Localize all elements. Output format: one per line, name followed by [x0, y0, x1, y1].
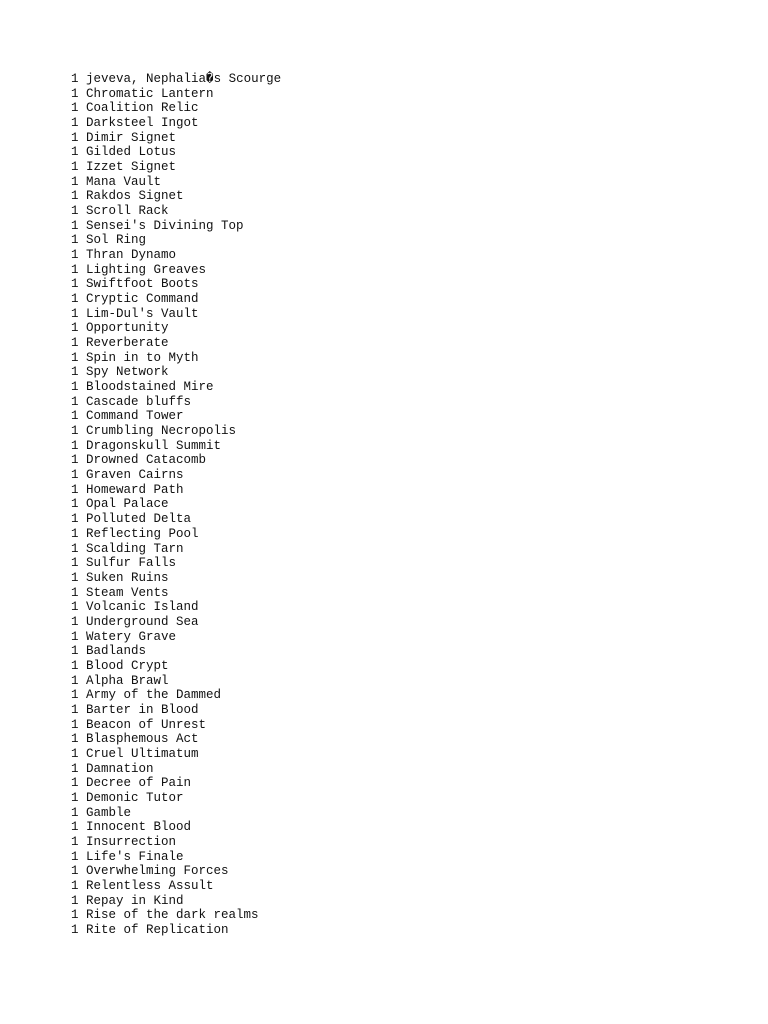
card-quantity: 1: [71, 732, 79, 747]
card-name: Scroll Rack: [86, 204, 169, 219]
list-item: [71, 424, 281, 439]
separator-space: [79, 395, 87, 409]
card-quantity: 1: [71, 321, 79, 336]
separator-space: [79, 233, 87, 247]
separator-space: [79, 380, 87, 394]
card-name: Coalition Relic: [86, 101, 199, 116]
card-name: Polluted Delta: [86, 512, 192, 527]
card-quantity: 1: [71, 688, 79, 703]
separator-space: [79, 277, 87, 291]
separator-space: [79, 923, 87, 937]
card-name: Swiftfoot Boots: [86, 277, 199, 292]
separator-space: [79, 263, 87, 277]
list-item: [71, 336, 281, 351]
list-item: [71, 439, 281, 454]
separator-space: [79, 776, 87, 790]
card-quantity: 1: [71, 438, 79, 453]
card-name: Repay in Kind: [86, 893, 184, 908]
card-name: Damnation: [86, 761, 154, 776]
list-item: [71, 791, 281, 806]
separator-space: [79, 527, 87, 541]
card-name: jeveva, Nephalia�s Scourge: [86, 72, 282, 86]
list-item: [71, 835, 281, 850]
list-item: [71, 72, 281, 87]
list-item: [71, 674, 281, 689]
list-item: [71, 586, 281, 601]
list-item: [71, 101, 281, 116]
card-quantity: 1: [71, 409, 79, 424]
list-item: [71, 497, 281, 512]
card-quantity: 1: [71, 878, 79, 893]
card-name: Blood Crypt: [86, 658, 169, 673]
card-quantity: 1: [71, 453, 79, 468]
separator-space: [79, 175, 87, 189]
card-quantity: 1: [71, 482, 79, 497]
card-quantity: 1: [71, 658, 79, 673]
separator-space: [79, 791, 87, 805]
card-name: Cryptic Command: [86, 292, 199, 307]
separator-space: [79, 409, 87, 423]
separator-space: [79, 351, 87, 365]
card-name: Izzet Signet: [86, 160, 177, 175]
card-quantity: 1: [71, 922, 79, 937]
list-item: [71, 776, 281, 791]
card-name: Opal Palace: [86, 497, 169, 512]
card-quantity: 1: [71, 629, 79, 644]
list-item: [71, 864, 281, 879]
card-quantity: 1: [71, 820, 79, 835]
card-name: Life's Finale: [86, 849, 184, 864]
card-name: Chromatic Lantern: [86, 86, 214, 101]
card-quantity: 1: [71, 717, 79, 732]
card-name: Cruel Ultimatum: [86, 746, 199, 761]
separator-space: [79, 806, 87, 820]
card-name: Lighting Greaves: [86, 262, 207, 277]
card-name: Watery Grave: [86, 629, 177, 644]
separator-space: [79, 600, 87, 614]
list-item: [71, 703, 281, 718]
card-quantity: 1: [71, 497, 79, 512]
card-name: Rise of the dark realms: [86, 908, 259, 923]
card-name: Steam Vents: [86, 585, 169, 600]
card-name: Sol Ring: [86, 233, 147, 248]
card-quantity: 1: [71, 130, 79, 145]
separator-space: [79, 365, 87, 379]
card-quantity: 1: [71, 277, 79, 292]
card-quantity: 1: [71, 849, 79, 864]
list-item: [71, 351, 281, 366]
card-name: Reflecting Pool: [86, 526, 199, 541]
list-item: [71, 189, 281, 204]
list-item: [71, 527, 281, 542]
card-quantity: 1: [71, 204, 79, 219]
separator-space: [79, 439, 87, 453]
separator-space: [79, 571, 87, 585]
list-item: [71, 277, 281, 292]
card-name: Underground Sea: [86, 614, 199, 629]
card-name: Lim-Dul's Vault: [86, 306, 199, 321]
list-item: [71, 292, 281, 307]
list-item: [71, 923, 281, 938]
list-item: [71, 820, 281, 835]
separator-space: [79, 762, 87, 776]
separator-space: [79, 820, 87, 834]
card-name: Dimir Signet: [86, 130, 177, 145]
card-quantity: 1: [71, 512, 79, 527]
separator-space: [79, 131, 87, 145]
separator-space: [79, 87, 87, 101]
card-quantity: 1: [71, 585, 79, 600]
list-item: [71, 644, 281, 659]
card-name: Bloodstained Mire: [86, 380, 214, 395]
card-name: Army of the Dammed: [86, 688, 222, 703]
list-item: [71, 850, 281, 865]
card-quantity: 1: [71, 292, 79, 307]
separator-space: [79, 688, 87, 702]
card-quantity: 1: [71, 600, 79, 615]
list-item: [71, 409, 281, 424]
list-item: [71, 556, 281, 571]
card-quantity: 1: [71, 614, 79, 629]
separator-space: [79, 556, 87, 570]
list-item: [71, 468, 281, 483]
card-quantity: 1: [71, 834, 79, 849]
list-item: [71, 87, 281, 102]
card-name: Drowned Catacomb: [86, 453, 207, 468]
deck-list: [71, 72, 281, 938]
card-quantity: 1: [71, 893, 79, 908]
list-item: [71, 380, 281, 395]
card-name: Spin in to Myth: [86, 350, 199, 365]
separator-space: [79, 189, 87, 203]
card-name: Decree of Pain: [86, 776, 192, 791]
card-quantity: 1: [71, 218, 79, 233]
list-item: [71, 219, 281, 234]
separator-space: [79, 453, 87, 467]
list-item: [71, 806, 281, 821]
separator-space: [79, 674, 87, 688]
card-name: Dragonskull Summit: [86, 438, 222, 453]
separator-space: [79, 879, 87, 893]
card-quantity: 1: [71, 145, 79, 160]
list-item: [71, 116, 281, 131]
separator-space: [79, 160, 87, 174]
separator-space: [79, 586, 87, 600]
card-name: Thran Dynamo: [86, 248, 177, 263]
card-quantity: 1: [71, 380, 79, 395]
list-item: [71, 571, 281, 586]
list-item: [71, 131, 281, 146]
list-item: [71, 263, 281, 278]
card-quantity: 1: [71, 233, 79, 248]
separator-space: [79, 864, 87, 878]
card-quantity: 1: [71, 306, 79, 321]
list-item: [71, 145, 281, 160]
card-name: Blasphemous Act: [86, 732, 199, 747]
list-item: [71, 615, 281, 630]
card-quantity: 1: [71, 424, 79, 439]
card-quantity: 1: [71, 541, 79, 556]
card-name: Rakdos Signet: [86, 189, 184, 204]
list-item: [71, 688, 281, 703]
list-item: [71, 453, 281, 468]
card-name: Beacon of Unrest: [86, 717, 207, 732]
card-quantity: 1: [71, 556, 79, 571]
list-item: [71, 248, 281, 263]
card-quantity: 1: [71, 86, 79, 101]
card-quantity: 1: [71, 526, 79, 541]
list-item: [71, 175, 281, 190]
card-quantity: 1: [71, 746, 79, 761]
card-name: Spy Network: [86, 365, 169, 380]
list-item: [71, 747, 281, 762]
list-item: [71, 542, 281, 557]
card-quantity: 1: [71, 702, 79, 717]
card-name: Suken Ruins: [86, 570, 169, 585]
separator-space: [79, 468, 87, 482]
list-item: [71, 321, 281, 336]
list-item: [71, 365, 281, 380]
list-item: [71, 762, 281, 777]
card-quantity: 1: [71, 864, 79, 879]
separator-space: [79, 497, 87, 511]
list-item: [71, 307, 281, 322]
separator-space: [79, 219, 87, 233]
card-quantity: 1: [71, 790, 79, 805]
card-name: Alpha Brawl: [86, 673, 169, 688]
card-quantity: 1: [71, 468, 79, 483]
card-quantity: 1: [71, 101, 79, 116]
card-quantity: 1: [71, 262, 79, 277]
card-name: Gamble: [86, 805, 132, 820]
card-name: Reverberate: [86, 336, 169, 351]
card-quantity: 1: [71, 248, 79, 263]
separator-space: [79, 908, 87, 922]
separator-space: [79, 718, 87, 732]
list-item: [71, 879, 281, 894]
list-item: [71, 160, 281, 175]
card-quantity: 1: [71, 805, 79, 820]
card-quantity: 1: [71, 570, 79, 585]
card-name: Barter in Blood: [86, 702, 199, 717]
list-item: [71, 233, 281, 248]
list-item: [71, 483, 281, 498]
list-item: [71, 894, 281, 909]
list-item: [71, 204, 281, 219]
card-name: Gilded Lotus: [86, 145, 177, 160]
card-name: Relentless Assult: [86, 878, 214, 893]
card-quantity: 1: [71, 72, 79, 86]
separator-space: [79, 204, 87, 218]
list-item: [71, 395, 281, 410]
card-quantity: 1: [71, 116, 79, 131]
card-quantity: 1: [71, 776, 79, 791]
separator-space: [79, 72, 87, 86]
separator-space: [79, 116, 87, 130]
card-quantity: 1: [71, 761, 79, 776]
separator-space: [79, 307, 87, 321]
separator-space: [79, 835, 87, 849]
card-name: Graven Cairns: [86, 468, 184, 483]
separator-space: [79, 542, 87, 556]
separator-space: [79, 615, 87, 629]
card-name: Mana Vault: [86, 174, 162, 189]
list-item: [71, 908, 281, 923]
list-item: [71, 630, 281, 645]
card-name: Insurrection: [86, 834, 177, 849]
separator-space: [79, 145, 87, 159]
card-quantity: 1: [71, 160, 79, 175]
card-name: Sulfur Falls: [86, 556, 177, 571]
card-quantity: 1: [71, 394, 79, 409]
card-name: Homeward Path: [86, 482, 184, 497]
list-item: [71, 659, 281, 674]
separator-space: [79, 483, 87, 497]
card-quantity: 1: [71, 174, 79, 189]
card-name: Innocent Blood: [86, 820, 192, 835]
card-name: Badlands: [86, 644, 147, 659]
list-item: [71, 512, 281, 527]
separator-space: [79, 644, 87, 658]
card-name: Scalding Tarn: [86, 541, 184, 556]
separator-space: [79, 703, 87, 717]
separator-space: [79, 336, 87, 350]
separator-space: [79, 101, 87, 115]
separator-space: [79, 732, 87, 746]
card-name: Sensei's Divining Top: [86, 218, 244, 233]
separator-space: [79, 321, 87, 335]
list-item: [71, 732, 281, 747]
card-name: Demonic Tutor: [86, 790, 184, 805]
card-name: Crumbling Necropolis: [86, 424, 237, 439]
separator-space: [79, 850, 87, 864]
separator-space: [79, 894, 87, 908]
list-item: [71, 718, 281, 733]
card-quantity: 1: [71, 644, 79, 659]
card-name: Rite of Replication: [86, 922, 229, 937]
separator-space: [79, 512, 87, 526]
card-name: Opportunity: [86, 321, 169, 336]
card-quantity: 1: [71, 189, 79, 204]
card-name: Volcanic Island: [86, 600, 199, 615]
card-quantity: 1: [71, 365, 79, 380]
card-quantity: 1: [71, 336, 79, 351]
separator-space: [79, 424, 87, 438]
card-quantity: 1: [71, 908, 79, 923]
card-quantity: 1: [71, 673, 79, 688]
separator-space: [79, 659, 87, 673]
separator-space: [79, 630, 87, 644]
card-quantity: 1: [71, 350, 79, 365]
list-item: [71, 600, 281, 615]
card-name: Overwhelming Forces: [86, 864, 229, 879]
separator-space: [79, 747, 87, 761]
card-name: Darksteel Ingot: [86, 116, 199, 131]
separator-space: [79, 248, 87, 262]
separator-space: [79, 292, 87, 306]
card-name: Command Tower: [86, 409, 184, 424]
card-name: Cascade bluffs: [86, 394, 192, 409]
